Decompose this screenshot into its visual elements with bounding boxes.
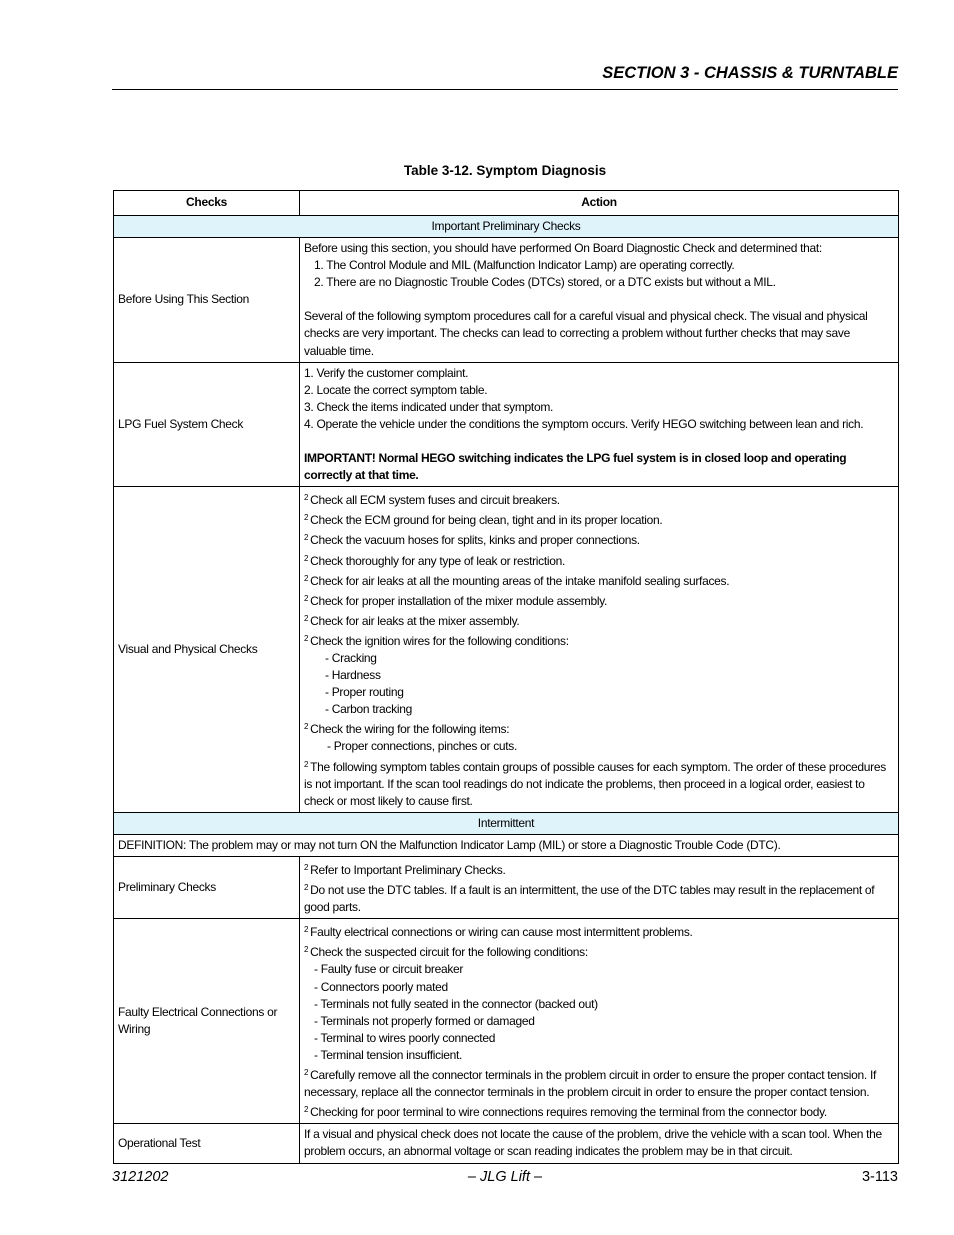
bullet-glyph: 2 [304,1068,309,1078]
action-line: The following symptom tables contain groups of possible causes for each symptom. The order of these procedures is not important. If the scan tool readings do not indicate the problems, then proceed in a logical order, easiest to check or most likely to cause first. [304,759,886,808]
action-cell [300,487,899,813]
header-rule [112,89,898,90]
bullet-glyph: 2 [304,633,309,643]
bullet-glyph: 2 [304,883,309,893]
bullet-glyph: 2 [304,863,309,872]
column-header-action: Action [300,191,899,216]
sub-item: - Cracking [325,650,377,665]
sub-item: - Terminals not fully seated in the connector (backed out) [314,996,598,1011]
action-paragraph: Several of the following symptom procedures call for a careful visual and physical check. The visual and physical checks are very important. The checks can lead to correcting a problem without further checks that may save valuable time. [304,309,868,358]
bullet-glyph: 2 [304,573,309,583]
table-row [114,919,899,1124]
action-line: Check for air leaks at all the mounting areas of the intake manifold sealing surfaces. [310,573,730,588]
bullet-glyph: 2 [304,553,309,563]
action-line: 1. Verify the customer complaint. [304,365,469,380]
action-cell [300,362,899,487]
action-line: 2. There are no Diagnostic Trouble Codes (DTCs) stored, or a DTC exists but without a MIL. [314,275,776,290]
important-note: IMPORTANT! Normal HEGO switching indicates the LPG fuel system is in closed loop and operating correctly at that time. [304,451,847,483]
check-cell: Operational Test [114,1124,300,1163]
sub-item: - Terminals not properly formed or damaged [314,1013,535,1028]
action-line: Checking for poor terminal to wire connections requires removing the terminal from the connector body. [310,1105,827,1120]
sub-item: - Hardness [325,668,381,683]
band-intermittent: Intermittent [114,812,899,834]
definition-cell: DEFINITION: The problem may or may not turn ON the Malfunction Indicator Lamp (MIL) or store a Diagnostic Trouble Code (DTC). [114,834,899,856]
action-line: Check all ECM system fuses and circuit breakers. [310,493,560,508]
footer-brand: – JLG Lift – [467,1169,543,1185]
action-line: Check the vacuum hoses for splits, kinks and proper connections. [310,533,640,548]
action-line: Check the ECM ground for being clean, tight and in its proper location. [310,513,663,528]
table-row [114,238,899,363]
check-cell: Visual and Physical Checks [114,487,300,813]
table-row [114,362,899,487]
bullet-glyph: 2 [304,722,309,732]
action-line: Do not use the DTC tables. If a fault is an intermittent, the use of the DTC tables may result in the replacement of good parts. [304,883,875,915]
band-row [114,812,899,834]
action-line: Check the suspected circuit for the following conditions: [310,945,588,960]
action-line: Before using this section, you should have performed On Board Diagnostic Check and determined that: [304,241,822,256]
bullet-glyph: 2 [304,1105,309,1115]
bullet-glyph: 2 [304,613,309,623]
action-line: Check thoroughly for any type of leak or restriction. [310,553,566,568]
bullet-glyph: 2 [304,513,309,523]
action-line: 3. Check the items indicated under that symptom. [304,399,554,414]
table-title: Table 3-12. Symptom Diagnosis [403,163,607,178]
action-paragraph: If a visual and physical check does not locate the cause of the problem, drive the vehicle with a scan tool. When the problem occurs, an abnormal voltage or scan reading indicates the problem may be in that circuit. [304,1127,882,1159]
bullet-glyph: 2 [304,945,309,955]
action-line: Check the ignition wires for the following conditions: [310,633,569,648]
sub-item: - Proper routing [325,685,404,700]
bullet-glyph: 2 [304,493,309,503]
action-line: Check the wiring for the following items: [310,722,510,737]
action-line: 4. Operate the vehicle under the conditions the symptom occurs. Verify HEGO switching between lean and rich. [304,416,864,431]
table-row [114,857,899,919]
sub-item: - Connectors poorly mated [314,979,448,994]
action-cell [300,857,899,919]
table-row [114,1124,899,1163]
action-line: 1. The Control Module and MIL (Malfunction Indicator Lamp) are operating correctly. [314,258,735,273]
action-line: Carefully remove all the connector terminals in the problem circuit in order to ensure the proper contact tension. If necessary, replace all the connector terminals in the problem circuit in order to ensure the proper contact tension. [304,1068,877,1100]
action-line: 2. Locate the correct symptom table. [304,382,488,397]
table-row [114,487,899,813]
band-preliminary-checks: Important Preliminary Checks [114,216,899,238]
sub-item: - Terminal to wires poorly connected [314,1030,496,1045]
band-row [114,216,899,238]
action-cell [300,919,899,1124]
sub-item: - Carbon tracking [325,702,412,717]
footer-page-number: 3-113 [861,1169,898,1185]
action-line: Faulty electrical connections or wiring can cause most intermittent problems. [310,925,693,940]
action-line: Check for proper installation of the mixer module assembly. [310,593,608,608]
sub-item: - Proper connections, pinches or cuts. [327,739,518,754]
action-line: Check for air leaks at the mixer assembly. [310,613,520,628]
action-cell [300,1124,899,1163]
check-cell: Faulty Electrical Connections or Wiring [114,919,300,1124]
check-cell: LPG Fuel System Check [114,362,300,487]
bullet-glyph: 2 [304,533,309,543]
footer-doc-number: 3121202 [112,1169,169,1185]
check-cell: Preliminary Checks [114,857,300,919]
action-cell [300,238,899,363]
section-title: SECTION 3 - CHASSIS & TURNTABLE [602,64,898,82]
sub-item: - Faulty fuse or circuit breaker [314,962,464,977]
action-line: Refer to Important Preliminary Checks. [310,863,506,877]
bullet-glyph: 2 [304,759,309,769]
check-cell: Before Using This Section [114,238,300,363]
symptom-diagnosis-table [113,190,899,1164]
table-header-row [114,191,899,216]
definition-row [114,834,899,856]
bullet-glyph: 2 [304,925,309,935]
bullet-glyph: 2 [304,593,309,603]
sub-item: - Terminal tension insufficient. [314,1047,463,1062]
column-header-checks: Checks [114,191,300,216]
